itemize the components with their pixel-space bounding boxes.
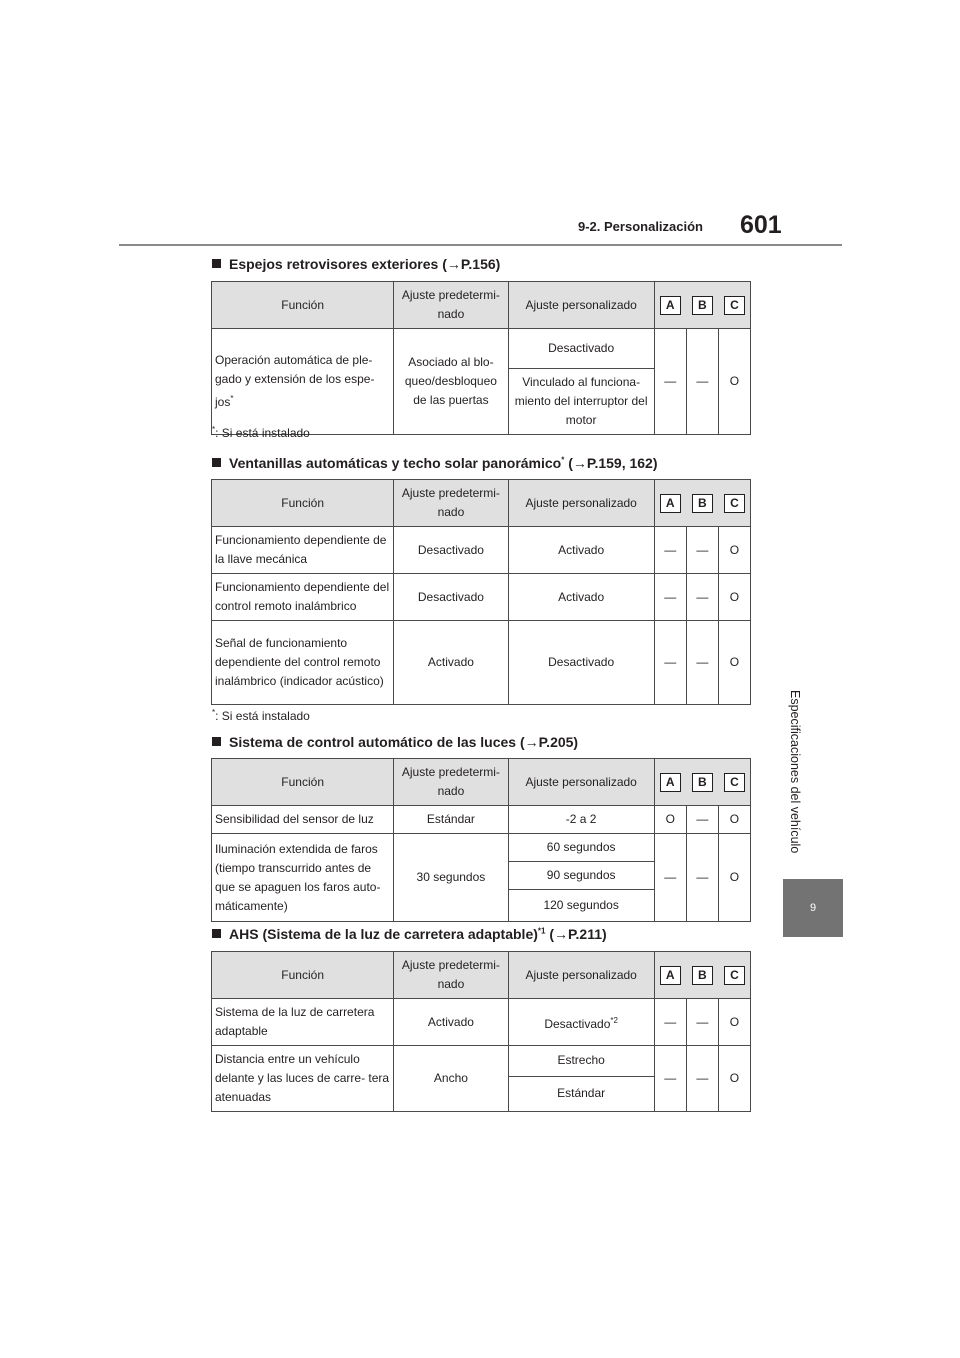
table-header-row	[212, 282, 751, 329]
table-row	[212, 999, 751, 1046]
cell-a: O	[654, 806, 686, 834]
cell-default: Ancho	[394, 1046, 508, 1112]
footnote: *: Si está instalado	[212, 425, 310, 440]
cell-b: —	[686, 999, 718, 1046]
cell-function: Funcionamiento dependiente de la llave mecánica	[212, 527, 394, 574]
cell-custom: Activado	[508, 574, 654, 621]
cell-b: —	[686, 527, 718, 574]
cell-b: —	[686, 834, 718, 922]
table-row	[212, 621, 751, 705]
table-mirrors	[211, 281, 751, 435]
box-a: A	[660, 773, 681, 792]
cell-custom: -2 a 2	[508, 806, 654, 834]
table-ahs	[211, 951, 751, 1112]
cell-custom: Vinculado al funciona- miento del interruptor del motor	[508, 369, 654, 435]
header-custom: Ajuste personalizado	[508, 759, 654, 806]
box-a: A	[660, 296, 681, 315]
header-funcion: Función	[212, 952, 394, 999]
table-lights	[211, 758, 751, 922]
box-c: C	[724, 494, 745, 513]
bullet-square-icon	[212, 259, 221, 268]
cell-default: Activado	[394, 621, 508, 705]
cell-function: Sistema de la luz de carretera adaptable	[212, 999, 394, 1046]
cell-c: O	[718, 329, 750, 435]
bullet-square-icon	[212, 929, 221, 938]
table-header-row	[212, 759, 751, 806]
cell-custom: Estrecho	[508, 1046, 654, 1077]
cell-custom: Desactivado$^{*2}$	[508, 999, 654, 1046]
cell-default: Estándar	[394, 806, 508, 834]
footnote: *: Si está instalado	[212, 708, 310, 723]
page-header	[0, 0, 960, 250]
cell-function: Distancia entre un vehículo delante y las luces de carre- tera atenuadas	[212, 1046, 394, 1112]
cell-a: —	[654, 574, 686, 621]
section-title-windows: Ventanillas automáticas y techo solar panorámico* (→P.159, 162)	[212, 455, 658, 471]
section-title-ahs: AHS (Sistema de la luz de carretera adaptable)$^{*1}$ (→P.211)	[212, 926, 607, 942]
cell-c: O	[718, 1046, 750, 1112]
box-c: C	[724, 773, 745, 792]
cell-default: Activado	[394, 999, 508, 1046]
cell-a: —	[654, 621, 686, 705]
cell-function: Señal de funcionamiento dependiente del control remoto inalámbrico (indicador acústico)	[212, 621, 394, 705]
header-default: Ajuste predetermi- nado	[394, 759, 508, 806]
box-a: A	[660, 966, 681, 985]
cell-a: —	[654, 999, 686, 1046]
cell-custom: 120 segundos	[508, 890, 654, 922]
cell-a: —	[654, 834, 686, 922]
section-label: 9-2. Personalización	[578, 219, 703, 234]
box-c: C	[724, 296, 745, 315]
table-row	[212, 527, 751, 574]
header-funcion: Función	[212, 759, 394, 806]
bullet-square-icon	[212, 458, 221, 467]
header-funcion: Función	[212, 480, 394, 527]
header-default: Ajuste predetermi- nado	[394, 282, 508, 329]
cell-c: O	[718, 527, 750, 574]
box-b: B	[692, 296, 713, 315]
cell-a: —	[654, 527, 686, 574]
side-tab-number: 9	[783, 879, 843, 937]
table-row	[212, 834, 751, 862]
cell-c: O	[718, 999, 750, 1046]
table-row	[212, 329, 751, 369]
cell-function: Funcionamiento dependiente del control remoto inalámbrico	[212, 574, 394, 621]
cell-c: O	[718, 806, 750, 834]
cell-function: Sensibilidad del sensor de luz	[212, 806, 394, 834]
table-row	[212, 806, 751, 834]
header-rule	[119, 244, 842, 246]
section-title-lights: Sistema de control automático de las luces (→P.205)	[212, 734, 578, 750]
box-a: A	[660, 494, 681, 513]
table-row	[212, 574, 751, 621]
cell-custom: 90 segundos	[508, 862, 654, 890]
box-b: B	[692, 966, 713, 985]
side-tab-label: Especificaciones del vehículo	[788, 690, 802, 854]
header-custom: Ajuste personalizado	[508, 952, 654, 999]
cell-function: Operación automática de ple- gado y extensión de los espe- jos*	[212, 329, 394, 435]
section-title-mirrors: Espejos retrovisores exteriores (→P.156)	[212, 256, 500, 272]
cell-default: Desactivado	[394, 574, 508, 621]
box-c: C	[724, 966, 745, 985]
cell-b: —	[686, 806, 718, 834]
cell-custom: 60 segundos	[508, 834, 654, 862]
cell-custom: Estándar	[508, 1076, 654, 1111]
cell-c: O	[718, 621, 750, 705]
header-abc	[654, 282, 750, 329]
header-abc	[654, 952, 750, 999]
cell-b: —	[686, 574, 718, 621]
header-custom: Ajuste personalizado	[508, 282, 654, 329]
cell-b: —	[686, 1046, 718, 1112]
cell-default: 30 segundos	[394, 834, 508, 922]
cell-b: —	[686, 621, 718, 705]
cell-custom: Desactivado	[508, 621, 654, 705]
cell-c: O	[718, 574, 750, 621]
page-number: 601	[740, 211, 782, 239]
box-b: B	[692, 494, 713, 513]
cell-default: Asociado al blo- queo/desbloqueo de las puertas	[394, 329, 508, 435]
header-abc	[654, 480, 750, 527]
header-abc	[654, 759, 750, 806]
table-windows	[211, 479, 751, 705]
table-row	[212, 1046, 751, 1077]
header-default: Ajuste predetermi- nado	[394, 480, 508, 527]
bullet-square-icon	[212, 737, 221, 746]
table-header-row	[212, 480, 751, 527]
header-funcion: Función	[212, 282, 394, 329]
header-custom: Ajuste personalizado	[508, 480, 654, 527]
cell-c: O	[718, 834, 750, 922]
header-default: Ajuste predetermi- nado	[394, 952, 508, 999]
cell-function: Iluminación extendida de faros (tiempo transcurrido antes de que se apaguen los faros auto- máticamente)	[212, 834, 394, 922]
cell-custom: Desactivado	[508, 329, 654, 369]
table-header-row	[212, 952, 751, 999]
cell-a: —	[654, 329, 686, 435]
cell-b: —	[686, 329, 718, 435]
cell-custom: Activado	[508, 527, 654, 574]
cell-a: —	[654, 1046, 686, 1112]
cell-default: Desactivado	[394, 527, 508, 574]
box-b: B	[692, 773, 713, 792]
